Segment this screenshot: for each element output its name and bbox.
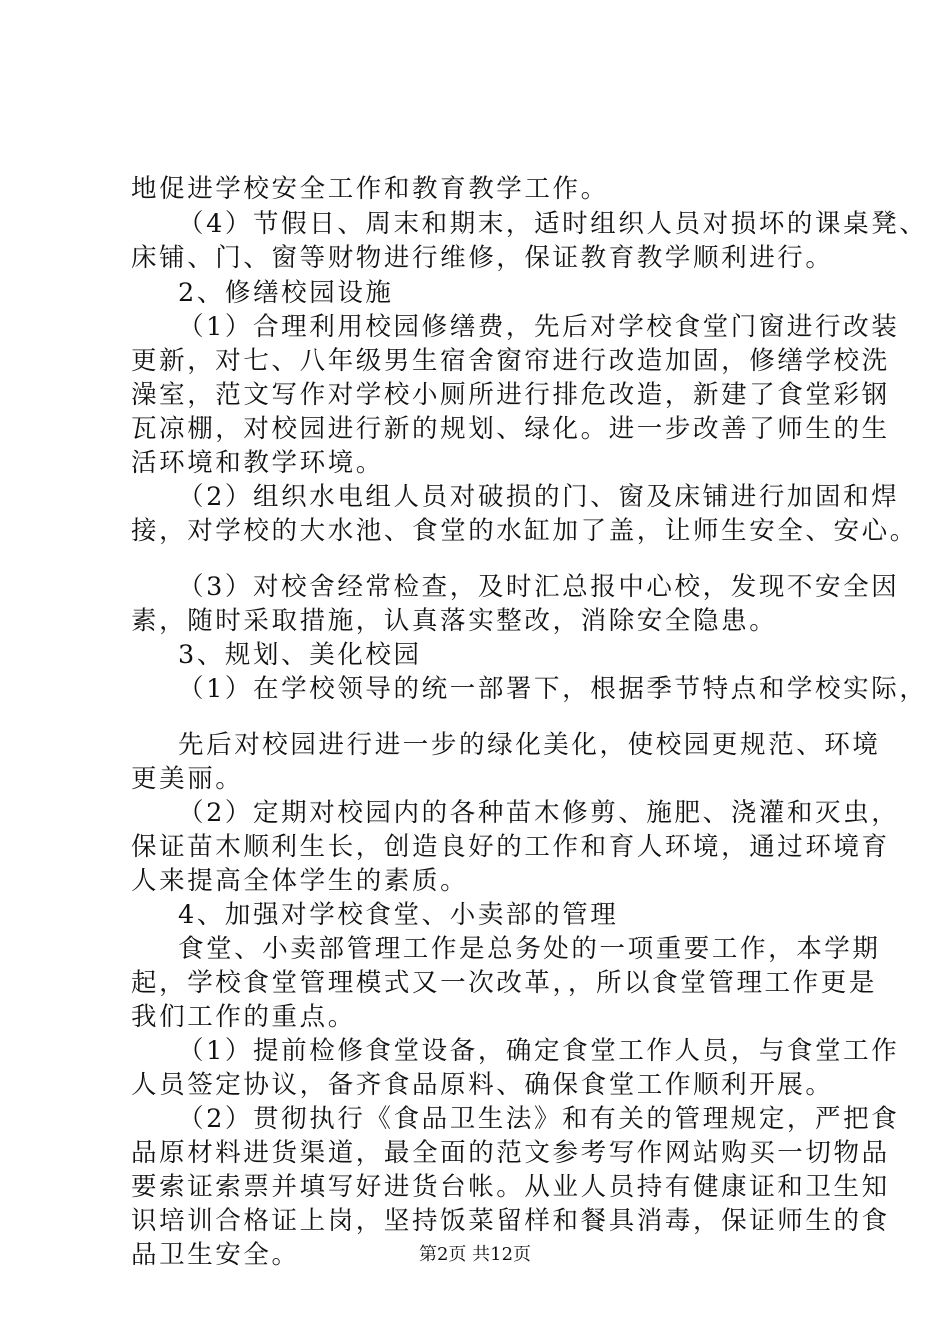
text-line: 食堂、小卖部管理工作是总务处的一项重要工作，本学期 (178, 934, 881, 964)
text-line: 素，随时采取措施，认真落实整改，消除安全隐患。 (131, 606, 778, 636)
text-line: 瓦凉棚，对校园进行新的规划、绿化。进一步改善了师生的生 (131, 414, 890, 444)
section-heading: 2、修缮校园设施 (178, 278, 394, 308)
page-footer: 第2页 共12页 (418, 1244, 532, 1265)
section-heading: 4、加强对学校食堂、小卖部的管理 (178, 900, 619, 930)
section-heading: 3、规划、美化校园 (178, 640, 422, 670)
text-line: 品原材料进货渠道，最全面的范文参考写作网站购买一切物品 (131, 1138, 890, 1168)
text-line: 更美丽。 (131, 764, 244, 794)
text-line: 澡室，范文写作对学校小厕所进行排危改造，新建了食堂彩钢 (131, 380, 890, 410)
text-line: （3）对校舍经常检查，及时汇总报中心校，发现不安全因 (178, 572, 900, 602)
text-line: 人员签定协议，备齐食品原料、确保食堂工作顺利开展。 (131, 1070, 834, 1100)
text-line: 要索证索票并填写好进货台帐。从业人员持有健康证和卫生知 (131, 1172, 890, 1202)
text-line: （2）组织水电组人员对破损的门、窗及床铺进行加固和焊 (178, 482, 900, 512)
text-line: 保证苗木顺利生长，创造良好的工作和育人环境，通过环境育 (131, 832, 890, 862)
text-line: 人来提高全体学生的素质。 (131, 866, 469, 896)
text-line: （4）节假日、周末和期末，适时组织人员对损坏的课桌凳、 (178, 209, 928, 239)
text-line: （2）贯彻执行《食品卫生法》和有关的管理规定，严把食 (178, 1104, 900, 1134)
text-line: 活环境和教学环境。 (131, 448, 384, 478)
text-line: 床铺、门、窗等财物进行维修，保证教育教学顺利进行。 (131, 243, 834, 273)
text-line: 我们工作的重点。 (131, 1002, 356, 1032)
text-line: （1）提前检修食堂设备，确定食堂工作人员，与食堂工作 (178, 1036, 900, 1066)
text-line: 识培训合格证上岗，坚持饭菜留样和餐具消毒，保证师生的食 (131, 1206, 890, 1236)
text-line: 起，学校食堂管理模式又一次改革，，所以食堂管理工作更是 (131, 968, 877, 998)
text-line: （1）合理利用校园修缮费，先后对学校食堂门窗进行改装 (178, 312, 900, 342)
text-line: 先后对校园进行进一步的绿化美化，使校园更规范、环境 (178, 730, 881, 760)
text-line: （1）在学校领导的统一部署下，根据季节特点和学校实际， (178, 674, 928, 704)
text-line: 地促进学校安全工作和教育教学工作。 (131, 174, 609, 204)
text-line: 更新，对七、八年级男生宿舍窗帘进行改造加固，修缮学校洗 (131, 346, 890, 376)
text-line: 品卫生安全。 (131, 1240, 300, 1270)
text-line: （2）定期对校园内的各种苗木修剪、施肥、浇灌和灭虫， (178, 798, 900, 828)
text-line: 接，对学校的大水池、食堂的水缸加了盖，让师生安全、安心。 (131, 516, 918, 546)
